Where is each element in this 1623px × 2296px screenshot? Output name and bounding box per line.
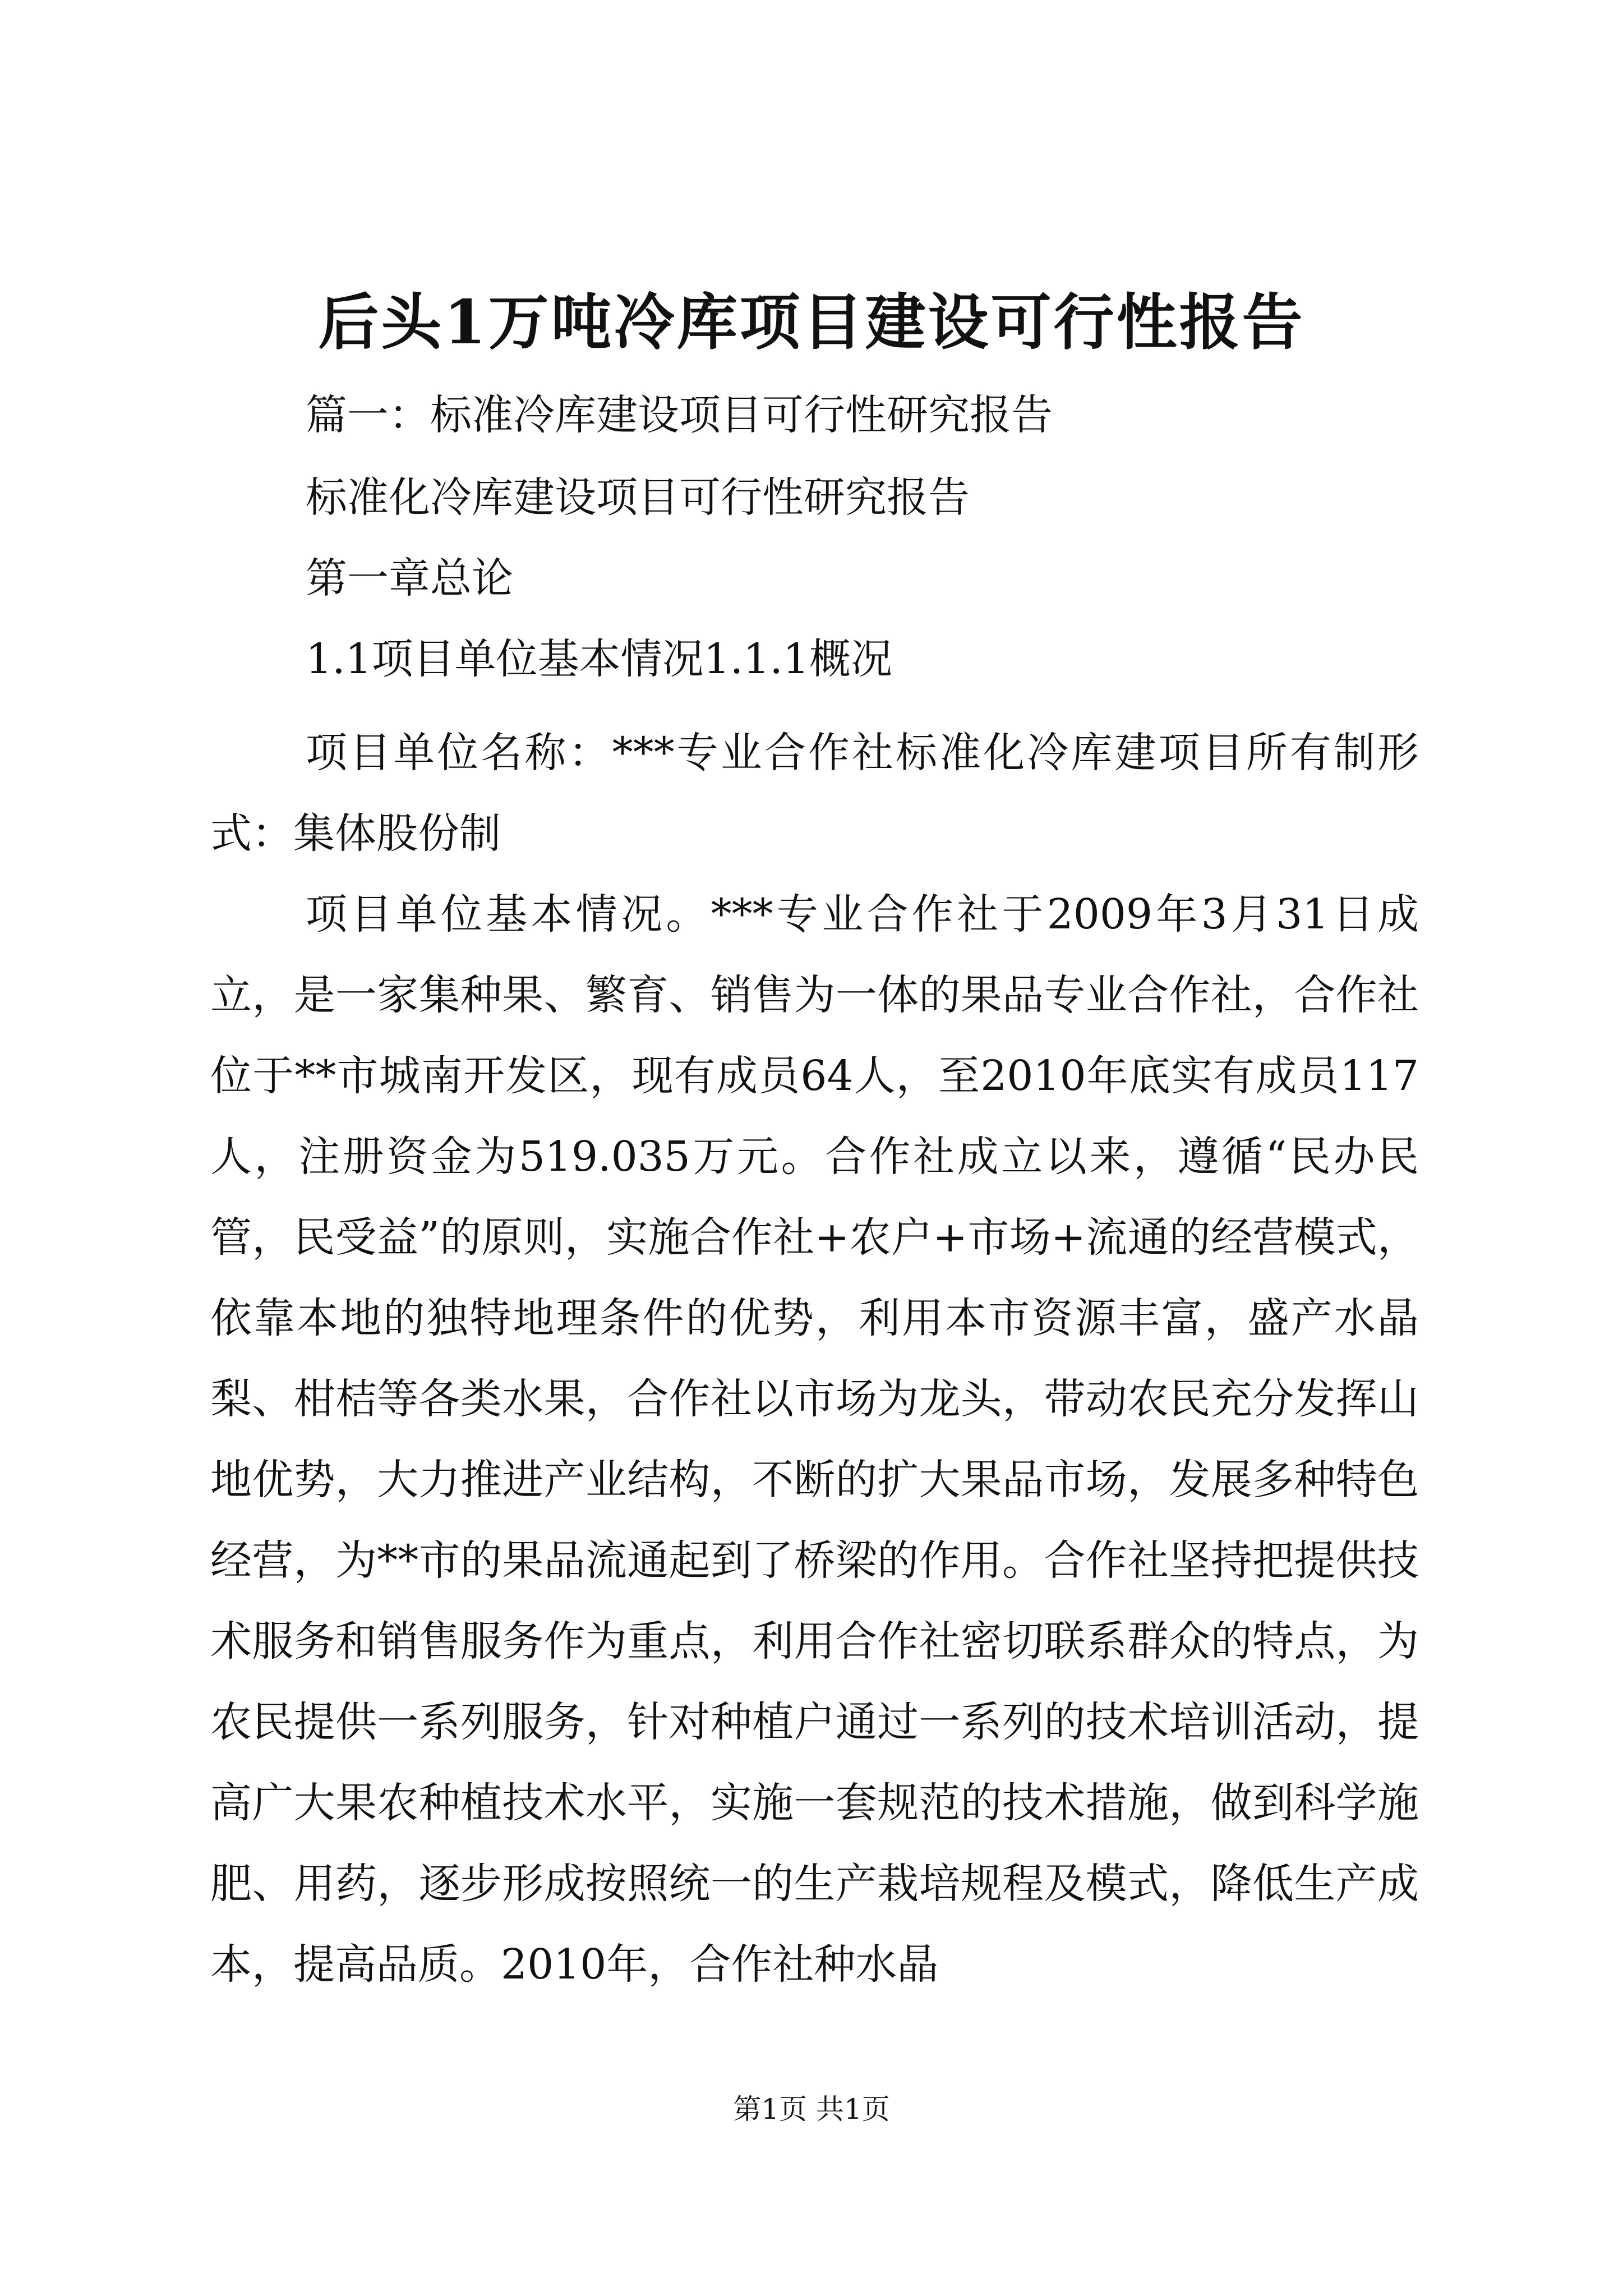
chapter-heading: 第一章总论 xyxy=(306,554,513,602)
paragraph-basic-info: 项目单位基本情况。***专业合作社于2009年3月31日成立，是一家集种果、繁育、销售为一体的果品专业合作社，合作社位于**市城南开发区，现有成员64人，至2010年底实有成员117人，注册资金为519.035万元。合作社成立以来，遵循“民办民管，民受益”的原则，实施合作社+农户+市场+流通的经营模式，依靠本地的独特地理条件的优势，利用本市资源丰富，盛产水晶梨、柑桔等各类水果，合作社以市场为龙头，带动农民充分发挥山地优势，大力推进产业结构，不断的扩大果品市场，发展多种特色经营，为**市的果品流通起到了桥梁的作用。合作社坚持把提供技术服务和销售服务作为重点，利用合作社密切联系群众的特点，为农民提供一系列服务，针对种植户通过一系列的技术培训活动，提高广大果农种植技术水平，实施一套规范的技术措施，做到科学施肥、用药，逐步形成按照统一的生产栽培规程及模式，降低生产成本，提高品质。2010年，合作社种水晶 xyxy=(210,890,1419,1989)
subsection-heading: 1.1项目单位基本情况1.1.1概况 xyxy=(306,635,892,683)
page-footer: 第1页 共1页 xyxy=(733,2093,890,2125)
document-title: 后头1万吨冷库项目建设可行性报告 xyxy=(318,287,1305,358)
paragraph-unit-name: 项目单位名称：***专业合作社标准化冷库建项目所有制形式：集体股份制 xyxy=(210,729,1419,858)
section-heading-2: 标准化冷库建设项目可行性研究报告 xyxy=(306,473,970,522)
section-heading-1: 篇一：标准冷库建设项目可行性研究报告 xyxy=(306,391,1053,439)
